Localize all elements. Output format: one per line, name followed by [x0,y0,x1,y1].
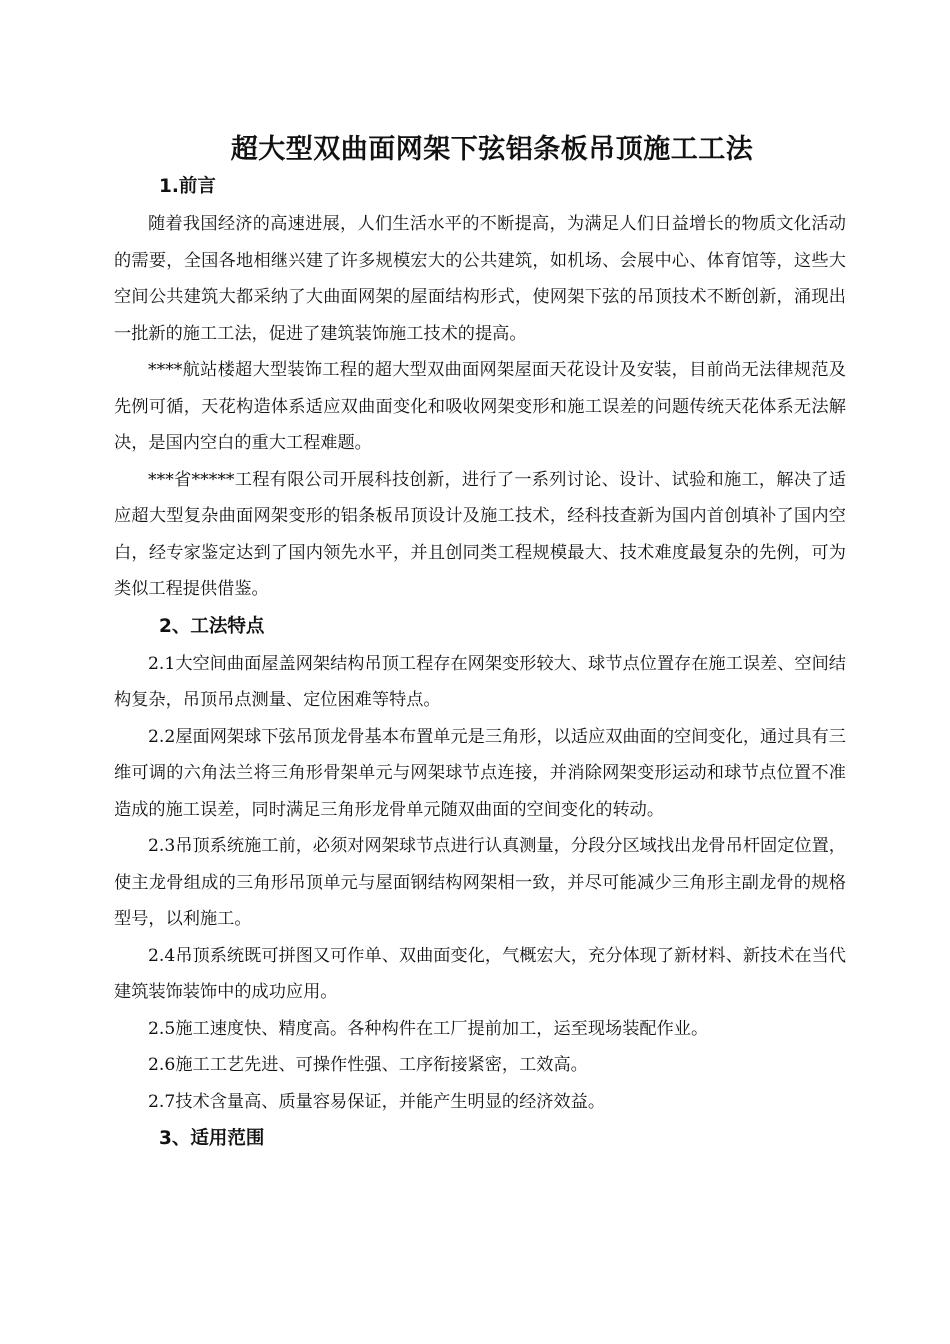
feature-paragraph-2-3: 2.3吊顶系统施工前，必须对网架球节点进行认真测量，分段分区域找出龙骨吊杆固定位置，使主龙骨组成的三角形吊顶单元与屋面钢结构网架相一致，并尽可能减少三角形主副龙骨的规格型号，以利施工。 [114,836,846,929]
section-heading-scope: 3、适用范围 [159,1128,265,1149]
feature-paragraph-2-4: 2.4吊顶系统既可拼图又可作单、双曲面变化，气概宏大，充分体现了新材料、新技术在当代建筑装饰装饰中的成功应用。 [114,945,846,1002]
intro-paragraph-3: ***省*****工程有限公司开展科技创新，进行了一系列讨论、设计、试验和施工，解决了适应超大型复杂曲面网架变形的铝条板吊顶设计及施工技术，经科技查新为国内首创填补了国内空白，经专家鉴定达到了国内领先水平，并且创同类工程规模最大、技术难度最复杂的先例，可为类似工程提供借鉴。 [114,469,846,599]
feature-paragraph-2-6: 2.6施工工艺先进、可操作性强、工序衔接紧密，工效高。 [148,1055,588,1075]
section-heading-intro: 1.前言 [159,176,216,197]
document-body [114,168,846,1158]
feature-paragraph-2-7: 2.7技术含量高、质量容易保证，并能产生明显的经济效益。 [148,1091,606,1112]
intro-paragraph-1: 随着我国经济的高速进展，人们生活水平的不断提高，为满足人们日益增长的物质文化活动的需要，全国各地相继兴建了许多规模宏大的公共建筑，如机场、会展中心、体育馆等，这些大空间公共建筑大都采纳了大曲面网架的屋面结构形式，使网架下弦的吊顶技术不断创新，涌现出一批新的施工工法，促进了建筑装饰施工技术的提高。 [114,214,846,344]
section-heading-features: 2、工法特点 [159,615,265,637]
feature-paragraph-2-5: 2.5施工速度快、精度高。各种构件在工厂提前加工，运至现场装配作业。 [148,1018,709,1039]
intro-paragraph-2: ****航站楼超大型装饰工程的超大型双曲面网架屋面天花设计及安装，目前尚无法律规范及先例可循，天花构造体系适应双曲面变化和吸收网架变形和施工误差的问题传统天花体系无法解决，是国内空白的重大工程难题。 [114,360,846,453]
document-title: 超大型双曲面网架下弦铝条板吊顶施工工法 [230,134,754,165]
feature-paragraph-2-2: 2.2屋面网架球下弦吊顶龙骨基本布置单元是三角形，以适应双曲面的空间变化，通过具有三维可调的六角法兰将三角形骨架单元与网架球节点连接，并消除网架变形运动和球节点位置不准造成的施工误差，同时满足三角形龙骨单元随双曲面的空间变化的转动。 [114,726,846,820]
feature-paragraph-2-1: 2.1大空间曲面屋盖网架结构吊顶工程存在网架变形较大、球节点位置存在施工误差、空间结构复杂，吊顶吊点测量、定位困难等特点。 [114,653,846,710]
